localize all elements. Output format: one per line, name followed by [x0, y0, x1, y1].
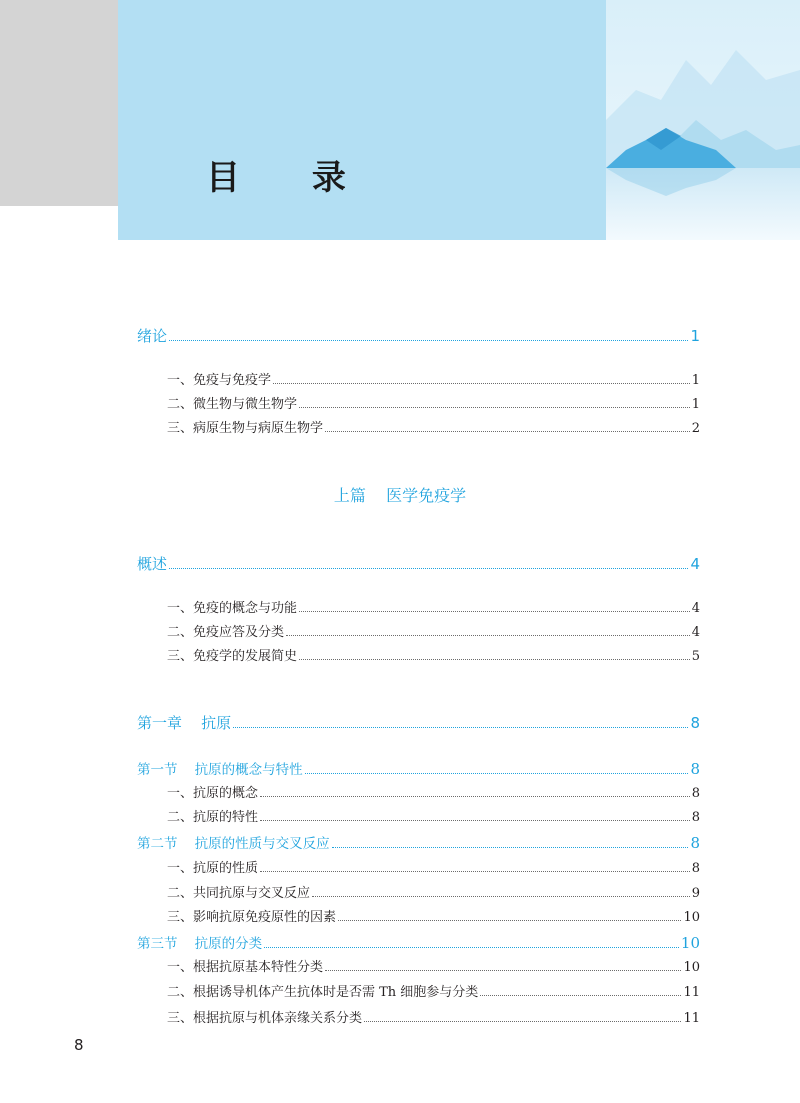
- page-number: 8: [74, 1036, 84, 1054]
- toc-item[interactable]: [0, 372, 800, 390]
- toc-page-number: 10: [680, 934, 700, 952]
- toc-item-label: 三、免疫学的发展简史: [167, 649, 298, 664]
- toc-item-label: 三、病原生物与病原生物学: [167, 421, 324, 436]
- mountain-lake-illustration: [606, 0, 800, 240]
- toc-item[interactable]: [0, 624, 800, 642]
- toc-item-label: 三、影响抗原免疫原性的因素: [167, 910, 337, 925]
- toc-page-number: 11: [683, 1011, 700, 1026]
- dot-leader: [299, 659, 690, 660]
- toc-page-number: 8: [691, 810, 700, 825]
- toc-item-label: 二、微生物与微生物学: [167, 397, 298, 412]
- toc-item[interactable]: [0, 785, 800, 803]
- toc-item-label: 一、免疫的概念与功能: [167, 601, 298, 616]
- dot-leader: [169, 340, 688, 341]
- toc-section-1[interactable]: [0, 760, 800, 779]
- dot-leader: [364, 1021, 681, 1022]
- dot-leader: [305, 773, 689, 774]
- toc-section-title: 第二节 抗原的性质与交叉反应: [137, 836, 330, 852]
- toc-page-number: 8: [690, 714, 700, 732]
- dot-leader: [325, 431, 690, 432]
- toc-page-number: 8: [690, 760, 700, 778]
- toc-item-label: 一、抗原的性质: [167, 861, 259, 876]
- toc-section-title: 第一节 抗原的概念与特性: [137, 762, 303, 778]
- dot-leader: [286, 635, 690, 636]
- page-title: 目 录: [206, 158, 376, 198]
- toc-item[interactable]: [0, 885, 800, 903]
- toc-item[interactable]: [0, 809, 800, 827]
- toc-entry-title: 概述: [137, 555, 168, 573]
- toc-page-number: 1: [691, 397, 700, 412]
- toc-item[interactable]: [0, 600, 800, 618]
- toc-item[interactable]: [0, 860, 800, 878]
- dot-leader: [325, 970, 681, 971]
- toc-page-number: 10: [683, 910, 700, 925]
- dot-leader: [480, 995, 681, 996]
- toc-entry-intro[interactable]: [0, 327, 800, 345]
- dot-leader: [299, 611, 690, 612]
- dot-leader: [260, 820, 690, 821]
- dot-leader: [338, 920, 681, 921]
- dot-leader: [264, 947, 679, 948]
- toc-item-label: 一、免疫与免疫学: [167, 373, 272, 388]
- toc-item-label: 三、根据抗原与机体亲缘关系分类: [167, 1011, 363, 1026]
- header-band: [118, 0, 800, 240]
- toc-item[interactable]: [0, 984, 800, 1002]
- toc-item[interactable]: [0, 959, 800, 977]
- toc-page-number: 4: [691, 625, 700, 640]
- toc-entry-overview[interactable]: [0, 555, 800, 573]
- toc-page-number: 1: [690, 327, 700, 345]
- toc-item-label: 二、免疫应答及分类: [167, 625, 285, 640]
- part-title: 上篇 医学免疫学: [333, 486, 467, 505]
- toc-item-label: 二、抗原的特性: [167, 810, 259, 825]
- dot-leader: [273, 383, 690, 384]
- toc-item-label: 一、根据抗原基本特性分类: [167, 960, 324, 975]
- toc-entry-title: 绪论: [137, 327, 168, 345]
- toc-page-number: 8: [690, 834, 700, 852]
- toc-item[interactable]: [0, 396, 800, 414]
- toc-item[interactable]: [0, 420, 800, 438]
- gray-corner-block: [0, 0, 118, 206]
- dot-leader: [233, 727, 688, 728]
- toc-item-label: 二、根据诱导机体产生抗体时是否需 Th 细胞参与分类: [167, 985, 479, 1000]
- toc-item[interactable]: [0, 1010, 800, 1028]
- toc-page-number: 4: [690, 555, 700, 573]
- toc-item[interactable]: [0, 648, 800, 666]
- dot-leader: [332, 847, 689, 848]
- dot-leader: [299, 407, 690, 408]
- toc-page-number: 5: [691, 649, 700, 664]
- toc-page-number: 9: [691, 886, 700, 901]
- toc-page-number: 10: [683, 960, 700, 975]
- toc-page-number: 8: [691, 861, 700, 876]
- toc-page-number: 4: [691, 601, 700, 616]
- dot-leader: [312, 896, 690, 897]
- toc-section-3[interactable]: [0, 934, 800, 953]
- toc-section-title: 第三节 抗原的分类: [137, 936, 263, 952]
- toc-entry-chapter-1[interactable]: [0, 714, 800, 732]
- toc-section-2[interactable]: [0, 834, 800, 853]
- toc-page-number: 11: [683, 985, 700, 1000]
- toc-page-number: 2: [691, 421, 700, 436]
- dot-leader: [260, 796, 690, 797]
- toc-entry-title: 第一章 抗原: [137, 714, 232, 732]
- toc-item-label: 二、共同抗原与交叉反应: [167, 886, 311, 901]
- toc-item-label: 一、抗原的概念: [167, 786, 259, 801]
- dot-leader: [169, 568, 688, 569]
- toc-page-number: 1: [691, 373, 700, 388]
- toc-item[interactable]: [0, 909, 800, 927]
- toc-page-number: 8: [691, 786, 700, 801]
- dot-leader: [260, 871, 690, 872]
